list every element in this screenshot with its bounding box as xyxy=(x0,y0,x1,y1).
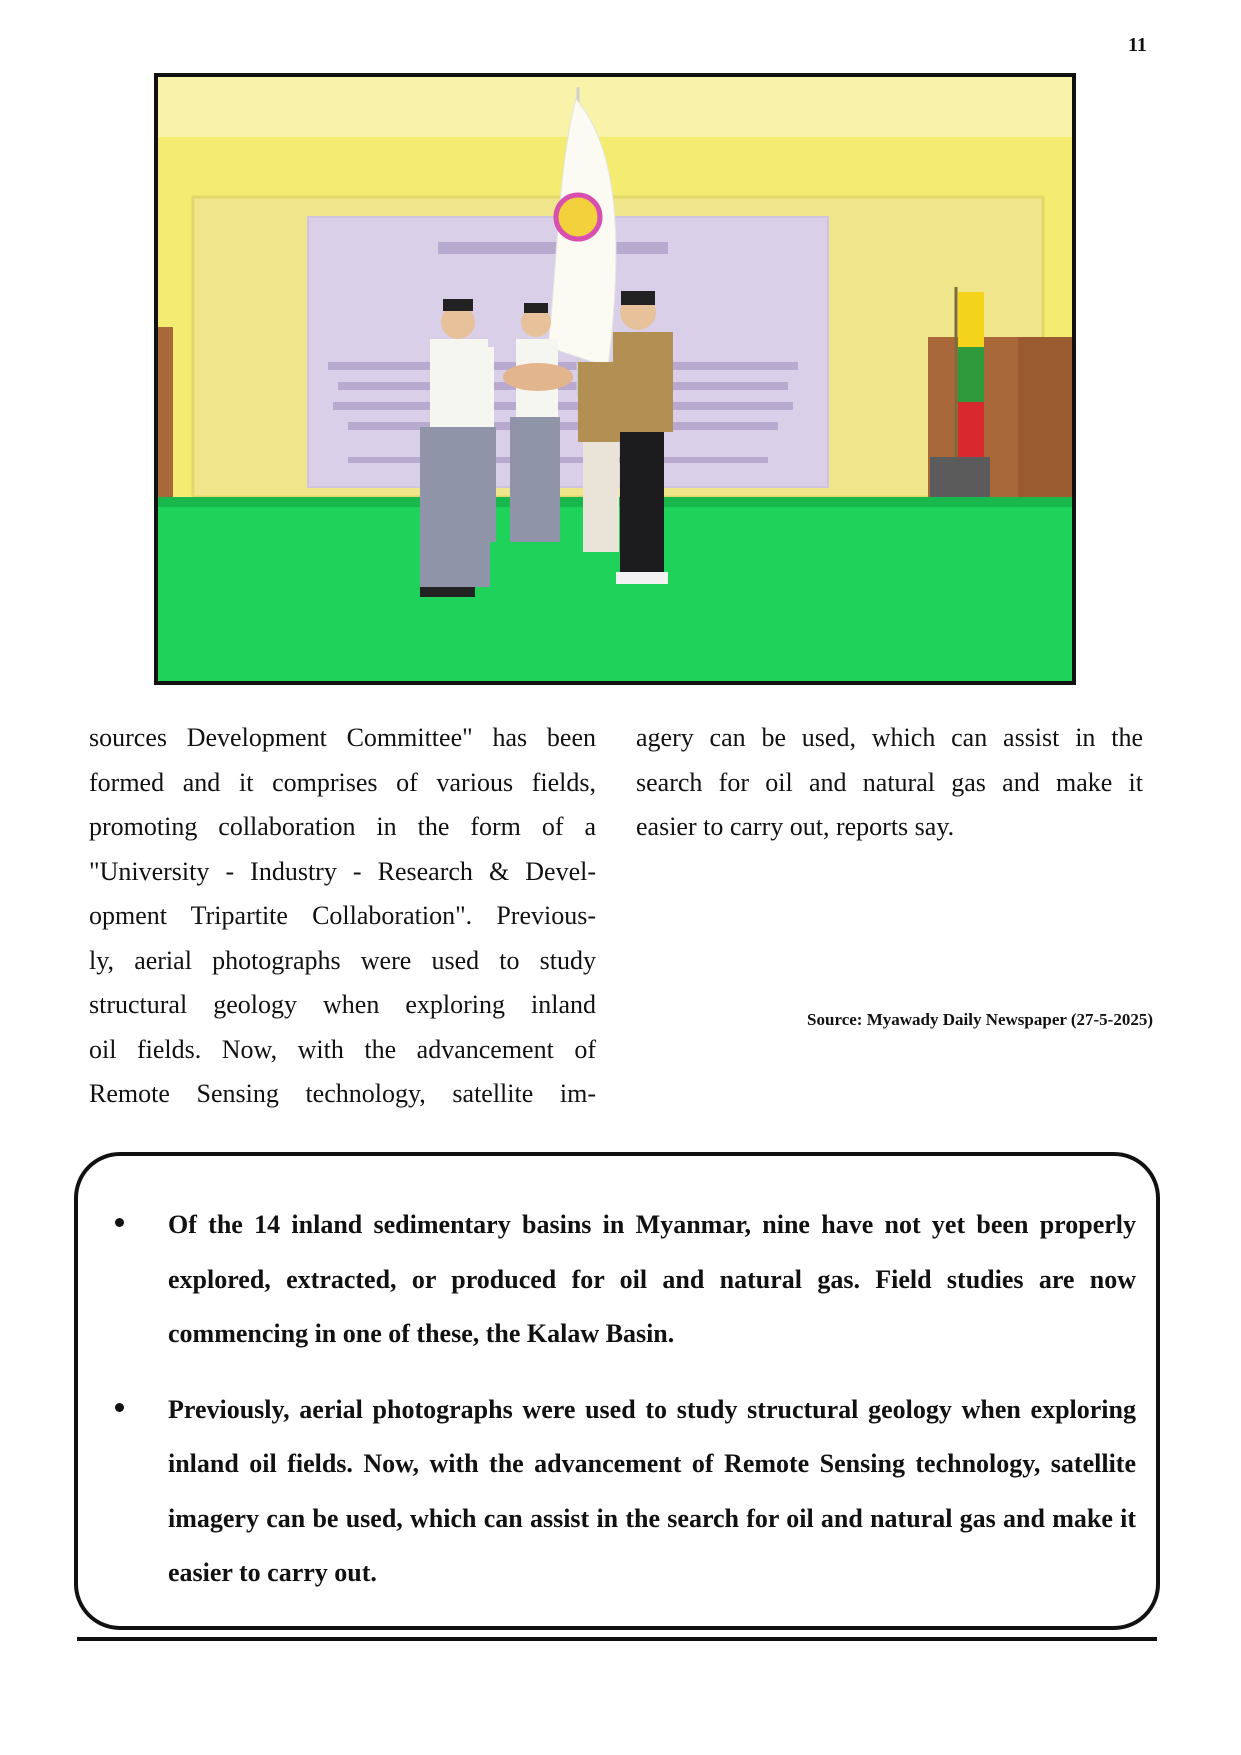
summary-list xyxy=(106,1198,1136,1622)
article-line: ly, aerial photographs were used to study xyxy=(89,945,596,975)
article-column-right xyxy=(636,716,1143,850)
article-line: formed and it comprises of various fields, xyxy=(89,767,596,797)
article-line: Remote Sensing technology, satellite im- xyxy=(89,1079,596,1108)
article-photo xyxy=(154,73,1076,685)
article-line: sources Development Committee" has been xyxy=(89,723,596,752)
article-line: search for oil and natural gas and make it xyxy=(636,767,1143,797)
page-number: 11 xyxy=(1128,34,1147,56)
article-line: agery can be used, which can assist in the xyxy=(636,723,1143,752)
summary-box xyxy=(74,1152,1160,1630)
summary-text: Previously, aerial photographs were used to study structural geology when exploring inland oil fields. Now, with the advancement of Remote Sensing technology, satellite imagery can be used, which can assist in the search for oil and natural gas and make it easier to carry out. xyxy=(168,1394,1136,1587)
article-column-left xyxy=(89,716,596,1117)
bullet-icon xyxy=(115,1218,124,1227)
source-credit: Source: Myawady Daily Newspaper (27-5-2025) xyxy=(807,1010,1153,1029)
article-line: "University - Industry - Research & Devel- xyxy=(89,856,596,886)
flag-handover-photo xyxy=(158,77,1072,681)
article-line: structural geology when exploring inland xyxy=(89,990,596,1019)
bullet-icon xyxy=(115,1403,124,1412)
article-line: easier to carry out, reports say. xyxy=(636,812,955,841)
article-line: opment Tripartite Collaboration". Previous- xyxy=(89,901,596,930)
bottom-divider xyxy=(77,1637,1157,1641)
summary-item xyxy=(106,1198,1136,1362)
summary-item xyxy=(106,1383,1136,1601)
summary-text: Of the 14 inland sedimentary basins in Myanmar, nine have not yet been properly explored, extracted, or produced for oil and natural gas. Field studies are now commencing in one of these, the Kalaw Basin. xyxy=(168,1210,1136,1348)
article-line: oil fields. Now, with the advancement of xyxy=(89,1034,596,1064)
article-line: promoting collaboration in the form of a xyxy=(89,812,596,841)
